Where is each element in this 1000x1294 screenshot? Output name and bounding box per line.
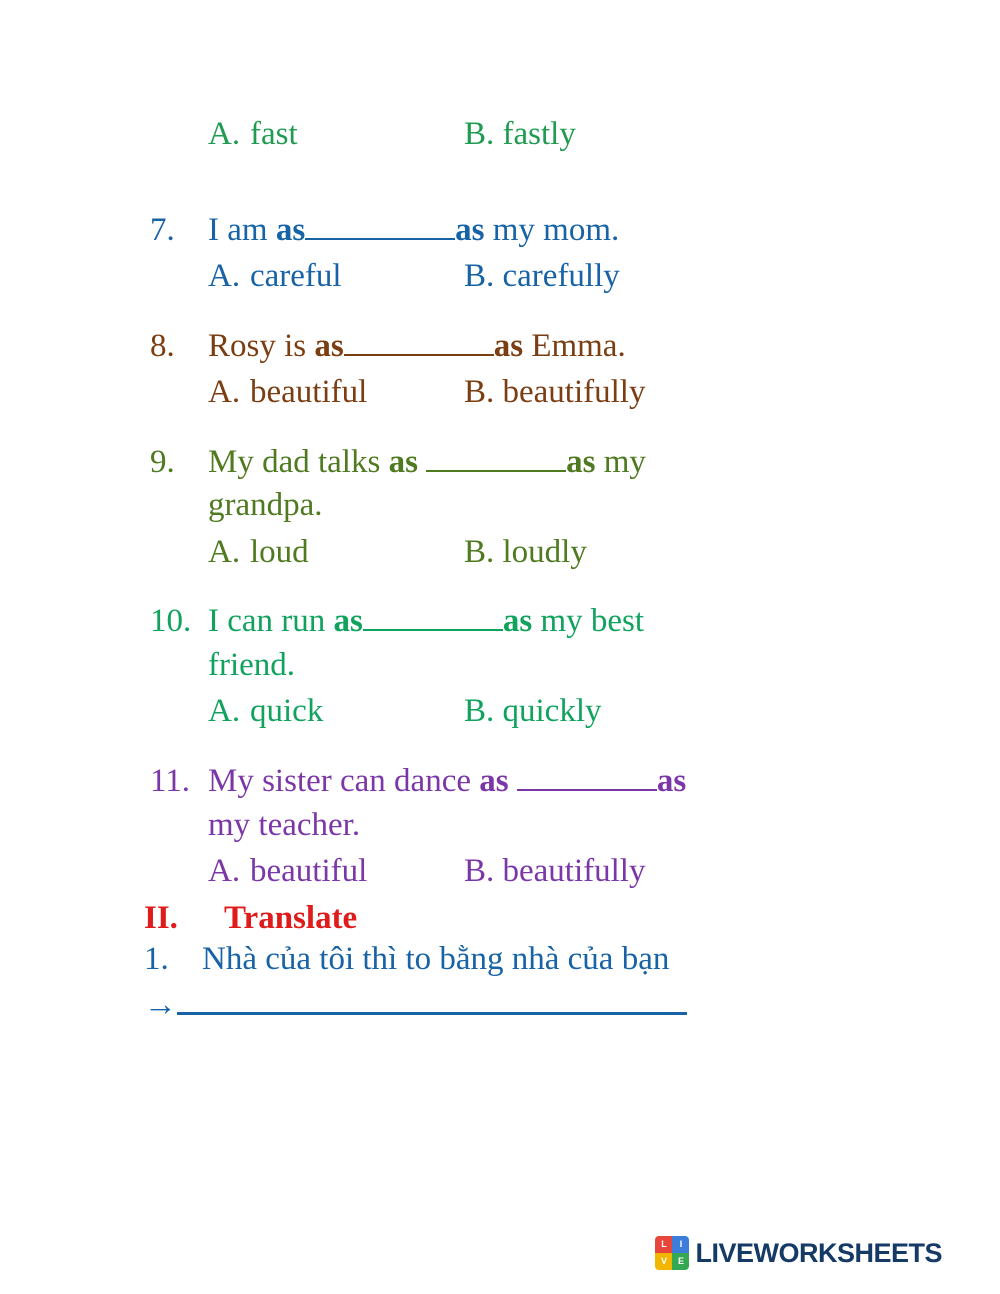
option-a-text: loud [250,533,309,570]
logo-letter-e: E [672,1253,689,1270]
question-line [150,760,940,804]
option-a[interactable] [208,849,464,894]
question-line [150,600,940,644]
option-a-letter: A. [208,374,241,411]
translate-number: 1. [144,940,169,977]
option-b-letter: B. [464,693,495,730]
logo-letter-l: L [655,1236,672,1253]
logo-letter-v: V [655,1253,672,1270]
question-options [150,370,940,415]
question-item [150,209,940,299]
option-b-letter: B. [464,374,495,411]
translate-answer-row [144,984,940,1022]
answer-blank[interactable] [305,238,455,240]
question-bold-as-1: as [479,763,509,800]
translate-sentence: Nhà của tôi thì to bằng nhà của bạn [202,940,670,977]
option-a-letter: A. [208,693,241,730]
question-bold-as-1: as [388,443,418,480]
answer-blank[interactable] [426,470,566,472]
option-a[interactable] [208,370,464,415]
arrow-right-icon: → [144,986,177,1023]
question-number: 7. [150,211,175,248]
option-b[interactable] [464,254,620,299]
answer-blank[interactable] [517,789,657,791]
question-text-after: my best [532,603,645,640]
question-text-before: I can run [208,603,334,640]
section-heading [144,900,940,937]
question-item [150,441,940,575]
liveworksheets-footer [655,1236,942,1270]
option-b-letter: B. [464,533,495,570]
option-b[interactable] [464,112,576,157]
option-b[interactable] [464,849,645,894]
translate-answer-input[interactable] [177,984,687,1015]
option-b-text: beautifully [502,374,646,411]
option-a[interactable] [208,530,464,575]
question-text-before: Rosy is [208,327,315,364]
question-number: 9. [150,443,175,480]
option-a-text: fast [250,116,298,152]
question-line [150,441,940,485]
question-continuation: friend. [208,646,296,683]
question-text [208,600,940,644]
question-number: 10. [150,603,192,640]
question-text [208,209,940,253]
question-options [150,530,940,575]
question-bold-as-1: as [275,211,306,248]
question-text-middle [418,444,426,480]
section-title: Translate [224,899,358,936]
option-a-text: beautiful [250,374,368,411]
option-b-text: beautifully [502,853,646,890]
answer-blank[interactable] [363,629,503,631]
option-a-letter: A. [208,533,241,570]
question-bold-as-2: as [502,603,533,640]
question-number: 8. [150,327,175,364]
option-b-text: fastly [502,116,576,152]
question-text-before: My dad talks [208,443,389,480]
option-a-text: careful [250,258,342,295]
option-a-letter: A. [208,116,241,152]
question-text [208,441,940,485]
option-b[interactable] [464,689,602,734]
question-text [208,325,940,369]
question-text-after: my [595,443,646,480]
section-number: II. [144,899,178,936]
question-text [208,760,940,804]
question-number: 11. [150,763,191,800]
question-continuation: grandpa. [208,487,323,524]
question-text-middle [509,763,517,799]
answer-blank[interactable] [344,354,494,356]
question-bold-as-2: as [656,763,687,800]
question-options [150,254,940,299]
option-b-text: loudly [502,533,587,570]
question-options [150,689,940,734]
question-bold-as-1: as [314,327,344,364]
question-item [150,325,940,415]
question-options [150,849,940,894]
question-6-options [150,112,940,157]
option-a-text: quick [250,693,324,730]
question-bold-as-1: as [333,603,363,640]
logo-letter-i: I [672,1236,689,1253]
option-b-letter: B. [464,853,495,890]
option-b[interactable] [464,370,645,415]
question-item [150,600,940,734]
liveworksheets-logo-icon [655,1236,689,1270]
question-bold-as-2: as [455,211,485,248]
option-a[interactable] [208,112,464,157]
option-a-letter: A. [208,853,241,890]
question-text-after: my mom. [484,211,620,248]
option-a-text: beautiful [250,853,368,890]
question-text-before: My sister can dance [208,763,480,800]
question-line [150,325,940,369]
option-a[interactable] [208,689,464,734]
option-b-letter: B. [464,258,495,295]
option-b-text: quickly [502,693,602,730]
question-text-after: Emma. [523,327,626,364]
question-item [150,760,940,894]
question-text-before: I am [208,211,276,248]
question-bold-as-2: as [566,443,596,480]
question-continuation: my teacher. [208,806,361,843]
option-b[interactable] [464,530,587,575]
option-b-text: carefully [502,258,620,295]
question-bold-as-2: as [493,327,524,364]
option-a-letter: A. [208,258,241,295]
option-a[interactable] [208,254,464,299]
question-line [150,209,940,253]
translate-item [144,941,940,978]
liveworksheets-brand: LIVEWORKSHEETS [695,1237,942,1268]
option-b-letter: B. [464,116,495,152]
